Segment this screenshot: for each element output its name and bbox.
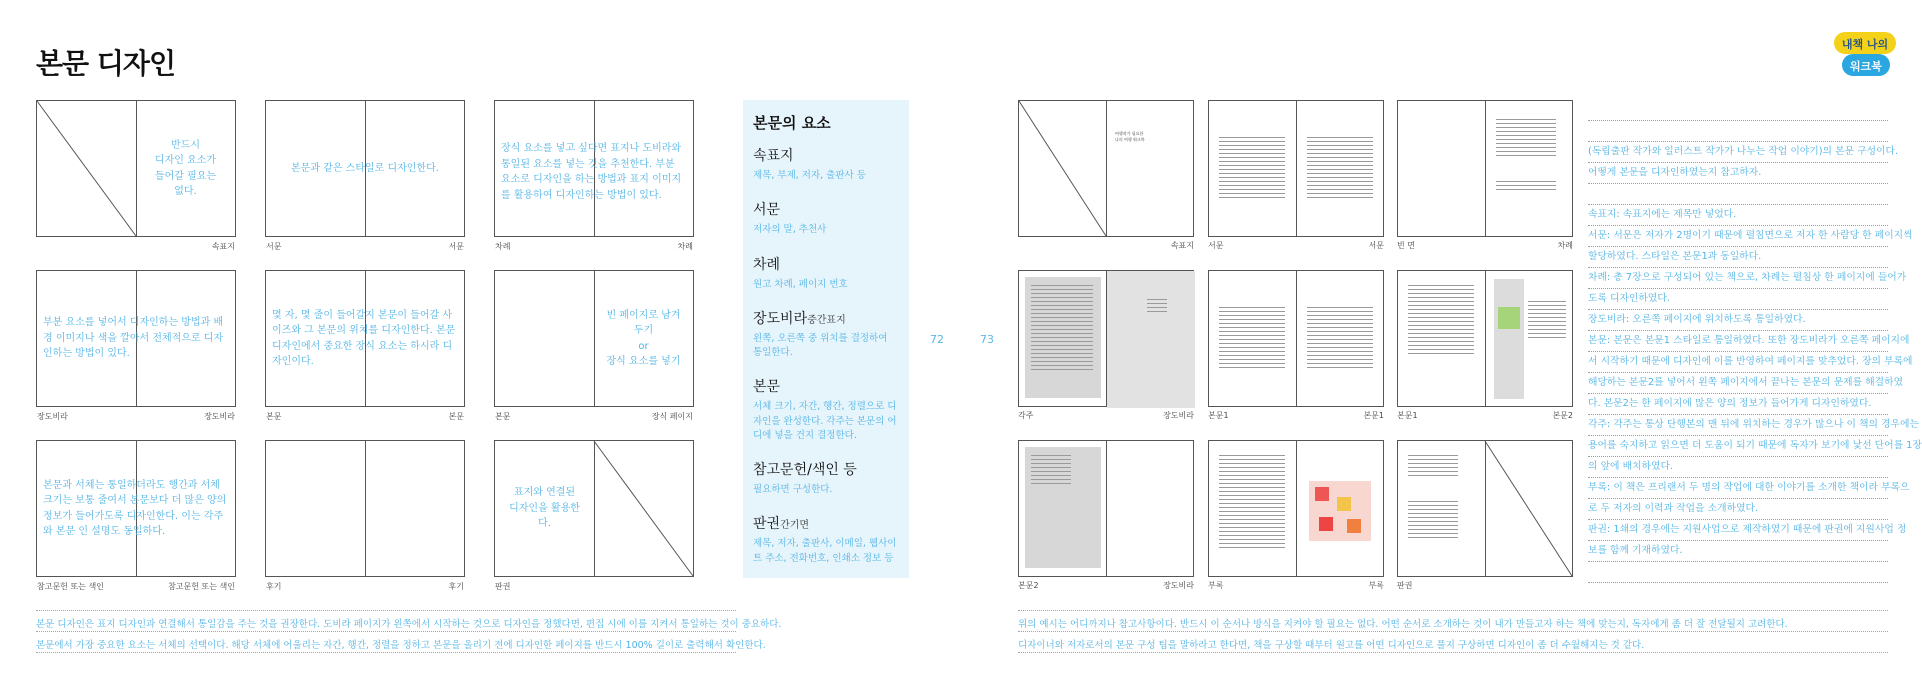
- spread-note: 빈 페이지로 남겨두기 or 장식 요소를 넣기: [606, 309, 681, 367]
- spread-afterword: [265, 440, 465, 591]
- explanation-line: [1588, 121, 1888, 142]
- example-spread-thumbnail: [1018, 100, 1194, 237]
- thumbnail-label-left: 본문1: [1397, 411, 1418, 420]
- example-spread-thumbnail: [1018, 270, 1194, 407]
- panel-item-desc: 제목, 저자, 출판사, 이메일, 웹사이트 주소, 전화번호, 인쇄소 정보 등: [753, 538, 897, 564]
- panel-item-heading-text: 장도비라: [753, 310, 808, 327]
- thumbnail-label-left: 본문2: [1018, 581, 1039, 590]
- workbook-logo: [1832, 30, 1898, 78]
- spread-note: 몇 자, 몇 줄이 들어갈지 본문이 들어갈 사이즈와 그 본문의 위치를 디자인한다. 본문 디자인에서 중요한 장식 요소는 하시라 디자인이다.: [272, 309, 456, 367]
- explanation-line: [1588, 562, 1888, 583]
- page-title: 본문 디자인: [36, 47, 175, 80]
- explanation-line: 해당하는 본문2를 넣어서 왼쪽 페이지에서 끝나는 본문의 문제를 해결하였: [1588, 373, 1888, 394]
- example-spread-thumbnail: [1397, 100, 1573, 237]
- panel-item-subheading: 중간표지: [807, 314, 846, 326]
- dotted-rule: [1018, 610, 1888, 611]
- panel-item-desc: 서체 크기, 자간, 행간, 정렬으로 디자인을 완성한다. 각주는 본문의 어디에 넣을 건지 결정한다.: [753, 401, 897, 441]
- logo-text-top: 내책 나의: [1841, 38, 1889, 51]
- spread-preface: [265, 100, 465, 251]
- panel-item-heading: 본문: [753, 379, 781, 396]
- panel-item-desc: 왼쪽, 오른쪽 중 위치를 결정하여 통일한다.: [753, 332, 888, 358]
- explanation-line: 판권: 1쇄의 경우에는 지원사업으로 제작하였기 때문에 판권에 지원사업 정: [1588, 520, 1888, 541]
- spread-label-right: 본문: [448, 412, 464, 421]
- panel-item-heading-text: 판권: [753, 516, 781, 533]
- thumbnail-label-right: 서문: [1368, 241, 1384, 250]
- panel-item: [753, 199, 899, 237]
- explanation-line: 용어를 숙지하고 읽으면 더 도움이 되기 때문에 독자가 보기에 낯선 단어를 1장: [1588, 436, 1888, 457]
- spread-references: [36, 440, 236, 591]
- explanation-line: 본문: 본문은 본문1 스타일로 통일하였다. 또한 장도비라가 오른쪽 페이지에: [1588, 331, 1888, 352]
- explanation-line: 로 두 저자의 이력과 작업을 소개하였다.: [1588, 499, 1888, 520]
- panel-item-heading: [753, 513, 899, 533]
- panel-item-heading: [753, 308, 899, 328]
- thumbnail-label-left: 부록: [1208, 581, 1224, 590]
- thumbnail-label-right: 본문1: [1363, 411, 1384, 420]
- bottom-note: 본문 디자인은 표지 디자인과 연결해서 통일감을 주는 것을 권장한다. 도비라 페이지가 왼쪽에서 시작하는 것으로 디자인을 정했다면, 편집 시에 이를 지켜서 통일하는 것이 중요하다.: [36, 619, 782, 630]
- blank-page-diagonal-icon: [1485, 441, 1572, 576]
- thumbnail-label-left: 판권: [1397, 581, 1413, 590]
- spread-label-left: 차례: [495, 242, 511, 251]
- blank-page-diagonal-icon: [1019, 101, 1106, 236]
- panel-item-desc: 저자의 말, 추천사: [753, 224, 827, 236]
- dotted-rule: [36, 610, 736, 611]
- spread-label-left: 판권: [495, 582, 511, 591]
- page-number-right: 73: [980, 333, 994, 346]
- spread-label-left: 서문: [266, 242, 282, 251]
- thumbnail-label-right: 부록: [1368, 581, 1384, 590]
- panel-item: [753, 308, 899, 361]
- example-spread-thumbnail: [1208, 100, 1384, 237]
- explanation-line: 도록 디자인하였다.: [1588, 289, 1888, 310]
- logo-text-bottom: 워크북: [1850, 60, 1882, 73]
- thumbnail-label-left: 각주: [1018, 411, 1034, 420]
- panel-item-heading: 서문: [753, 202, 781, 219]
- explanation-line: (독립출판 작가와 일러스트 작가가 나누는 작업 이야기)의 본문 구성이다.: [1588, 142, 1888, 163]
- explanation-line: 차례: 총 7장으로 구성되어 있는 책으로, 차례는 펼침상 한 페이지에 들어가: [1588, 268, 1888, 289]
- thumbnail-label-right: 장도비라: [1163, 411, 1194, 420]
- thumbnail-label-left: 빈 면: [1397, 241, 1415, 250]
- explanation-line: 어떻게 본문을 디자인하였는지 참고하자.: [1588, 163, 1888, 184]
- thumbnail-label-right: 속표지: [1170, 241, 1194, 250]
- spread-note: 반드시 디자인 요소가 들어갈 필요는 없다.: [154, 139, 217, 197]
- spread-title-page: [36, 100, 236, 251]
- body-elements-panel: [743, 100, 909, 578]
- spread-colophon: [494, 440, 694, 591]
- bottom-note: 본문에서 가장 중요한 요소는 서체의 선택이다. 해당 서체에 어울리는 자간, 행간, 정렬을 정하고 본문을 올리기 전에 디자인한 페이지를 반드시 100% 길이로 출력해서 확인한다.: [36, 640, 766, 651]
- thumbnail-label-right: 본문2: [1552, 411, 1573, 420]
- explanation-line: 서문: 서문은 저자가 2명이기 때문에 펼침면으로 저자 한 사람당 한 페이지씩: [1588, 226, 1888, 247]
- panel-item-desc: 필요하면 구성한다.: [753, 484, 833, 495]
- blank-page-diagonal-icon: [37, 101, 136, 236]
- explanation-line: 부록: 이 책은 프리랜서 두 명의 작업에 대한 이야기를 소개한 책이라 부록으: [1588, 478, 1888, 499]
- explanation-line: 속표지: 속표지에는 제목만 넣었다.: [1588, 205, 1888, 226]
- example-spread-thumbnail: [1018, 440, 1194, 577]
- spread-label-right: 서문: [448, 242, 464, 251]
- spread-decoration-page: [494, 270, 694, 421]
- panel-item-subheading: 간기면: [780, 520, 810, 532]
- example-spread-thumbnail: [1397, 440, 1573, 577]
- spread-label-left: 장도비라: [37, 412, 68, 421]
- thumbnail-label-left: 서문: [1208, 241, 1224, 250]
- panel-item: [753, 513, 899, 566]
- thumbnail-title: 여행작가 필요한 나의 여행 워크북: [1115, 131, 1145, 142]
- spread-label-right: 후기: [448, 582, 464, 591]
- dotted-rule: [36, 631, 736, 632]
- panel-item: [753, 376, 899, 443]
- thumbnail-label-right: 차례: [1557, 241, 1573, 250]
- spread-note: 본문과 서체는 통일하더라도 행간과 서체 크기는 보통 줄여서 본문보다 더 많은 양의 정보가 들어가도록 디자인한다. 이는 각주와 본문 인 설명도 동일하다.: [43, 479, 227, 537]
- explanation-line: 할당하였다. 스타일은 본문1과 동일하다.: [1588, 247, 1888, 268]
- blank-page-diagonal-icon: [594, 441, 693, 576]
- panel-item-heading: 속표지: [753, 148, 794, 164]
- spread-label-left: 참고문헌 또는 색인: [37, 582, 104, 591]
- example-spread-thumbnail: [1208, 270, 1384, 407]
- spread-label-left: 본문: [266, 412, 282, 421]
- explanation-line: 보를 함께 기재하였다.: [1588, 541, 1888, 562]
- thumbnail-label-left: 본문1: [1208, 411, 1229, 420]
- panel-title: 본문의 요소: [753, 114, 831, 132]
- spread-note: 장식 요소를 넣고 싶다면 표지나 도비라와 통일된 요소를 넣는 것을 추천한다. 부분 요소로 디자인을 하는 방법과 표지 이미지를 활용하여 디자인하는 방법이 있다.: [501, 143, 682, 201]
- thumbnail-label-right: 장도비라: [1163, 581, 1194, 590]
- panel-item-desc: 원고 차례, 페이지 번호: [753, 278, 848, 290]
- dotted-rule: [1018, 652, 1888, 653]
- panel-item: [753, 459, 899, 497]
- spread-label-right: 차례: [677, 242, 693, 251]
- spread-note: 본문과 같은 스타일로 디자인한다.: [291, 162, 439, 174]
- spread-label-left: 본문: [495, 412, 511, 421]
- bottom-note: 위의 예시는 어디까지나 참고사항이다. 반드시 이 순서나 방식을 지켜야 할 필요는 없다. 어떤 순서로 소개하는 것이 내가 만들고자 하는 책에 맞는지, 독자에게 좀 더 잘 전달될지 고려한다.: [1018, 619, 1788, 630]
- panel-item: [753, 254, 899, 292]
- example-spread-thumbnail: [1397, 270, 1573, 407]
- panel-item-heading: 참고문헌/색인 등: [753, 462, 857, 478]
- explanation-line: [1588, 184, 1888, 205]
- bottom-note: 디자이너와 저자로서의 본문 구성 팁을 말하라고 한다면, 책을 구상할 때부터 원고를 어떤 디자인으로 풀지 구상하면 디자인이 좀 더 수월해지는 것 같다.: [1018, 640, 1645, 651]
- explanation-line: 각주: 각주는 통상 단행본의 맨 뒤에 위치하는 경우가 많으나 이 책의 경우에는: [1588, 415, 1888, 436]
- spread-label-right: 장도비라: [204, 412, 235, 421]
- dotted-rule: [1018, 631, 1888, 632]
- spread-label-right: 속표지: [211, 242, 235, 251]
- explanation-line: 의 앞에 배치하였다.: [1588, 457, 1888, 478]
- spread-label-right: 장식 페이지: [651, 412, 693, 421]
- spread-label-left: 후기: [266, 582, 282, 591]
- spread-label-right: 참고문헌 또는 색인: [168, 582, 235, 591]
- spread-contents: [494, 100, 694, 251]
- page-number-left: 72: [930, 333, 944, 346]
- panel-item-desc: 제목, 부제, 저자, 출판사 등: [753, 170, 866, 181]
- spread-note: 표지와 연결된 디자인을 활용한다.: [509, 487, 580, 530]
- panel-item: [753, 145, 899, 183]
- spread-body: [265, 270, 465, 421]
- explanation-line: [1588, 100, 1888, 121]
- spread-chapter-divider: [36, 270, 236, 421]
- explanation-line: 다. 본문2는 한 페이지에 많은 양의 정보가 들어가게 디자인하였다.: [1588, 394, 1888, 415]
- spread-note: 부분 요소를 넣어서 디자인하는 방법과 배경 이미지나 색을 깔아서 전체적으로 디자인하는 방법이 있다.: [43, 317, 224, 360]
- explanation-line: 장도비라: 오른쪽 페이지에 위치하도록 통일하였다.: [1588, 310, 1888, 331]
- dotted-rule: [36, 652, 736, 653]
- example-explanation-column: [1588, 100, 1922, 583]
- explanation-line: 서 시작하기 때문에 디자인에 이를 반영하여 페이지를 맞추었다. 장의 부록에: [1588, 352, 1888, 373]
- example-spread-thumbnail: [1208, 440, 1384, 577]
- panel-item-heading: 차례: [753, 256, 781, 273]
